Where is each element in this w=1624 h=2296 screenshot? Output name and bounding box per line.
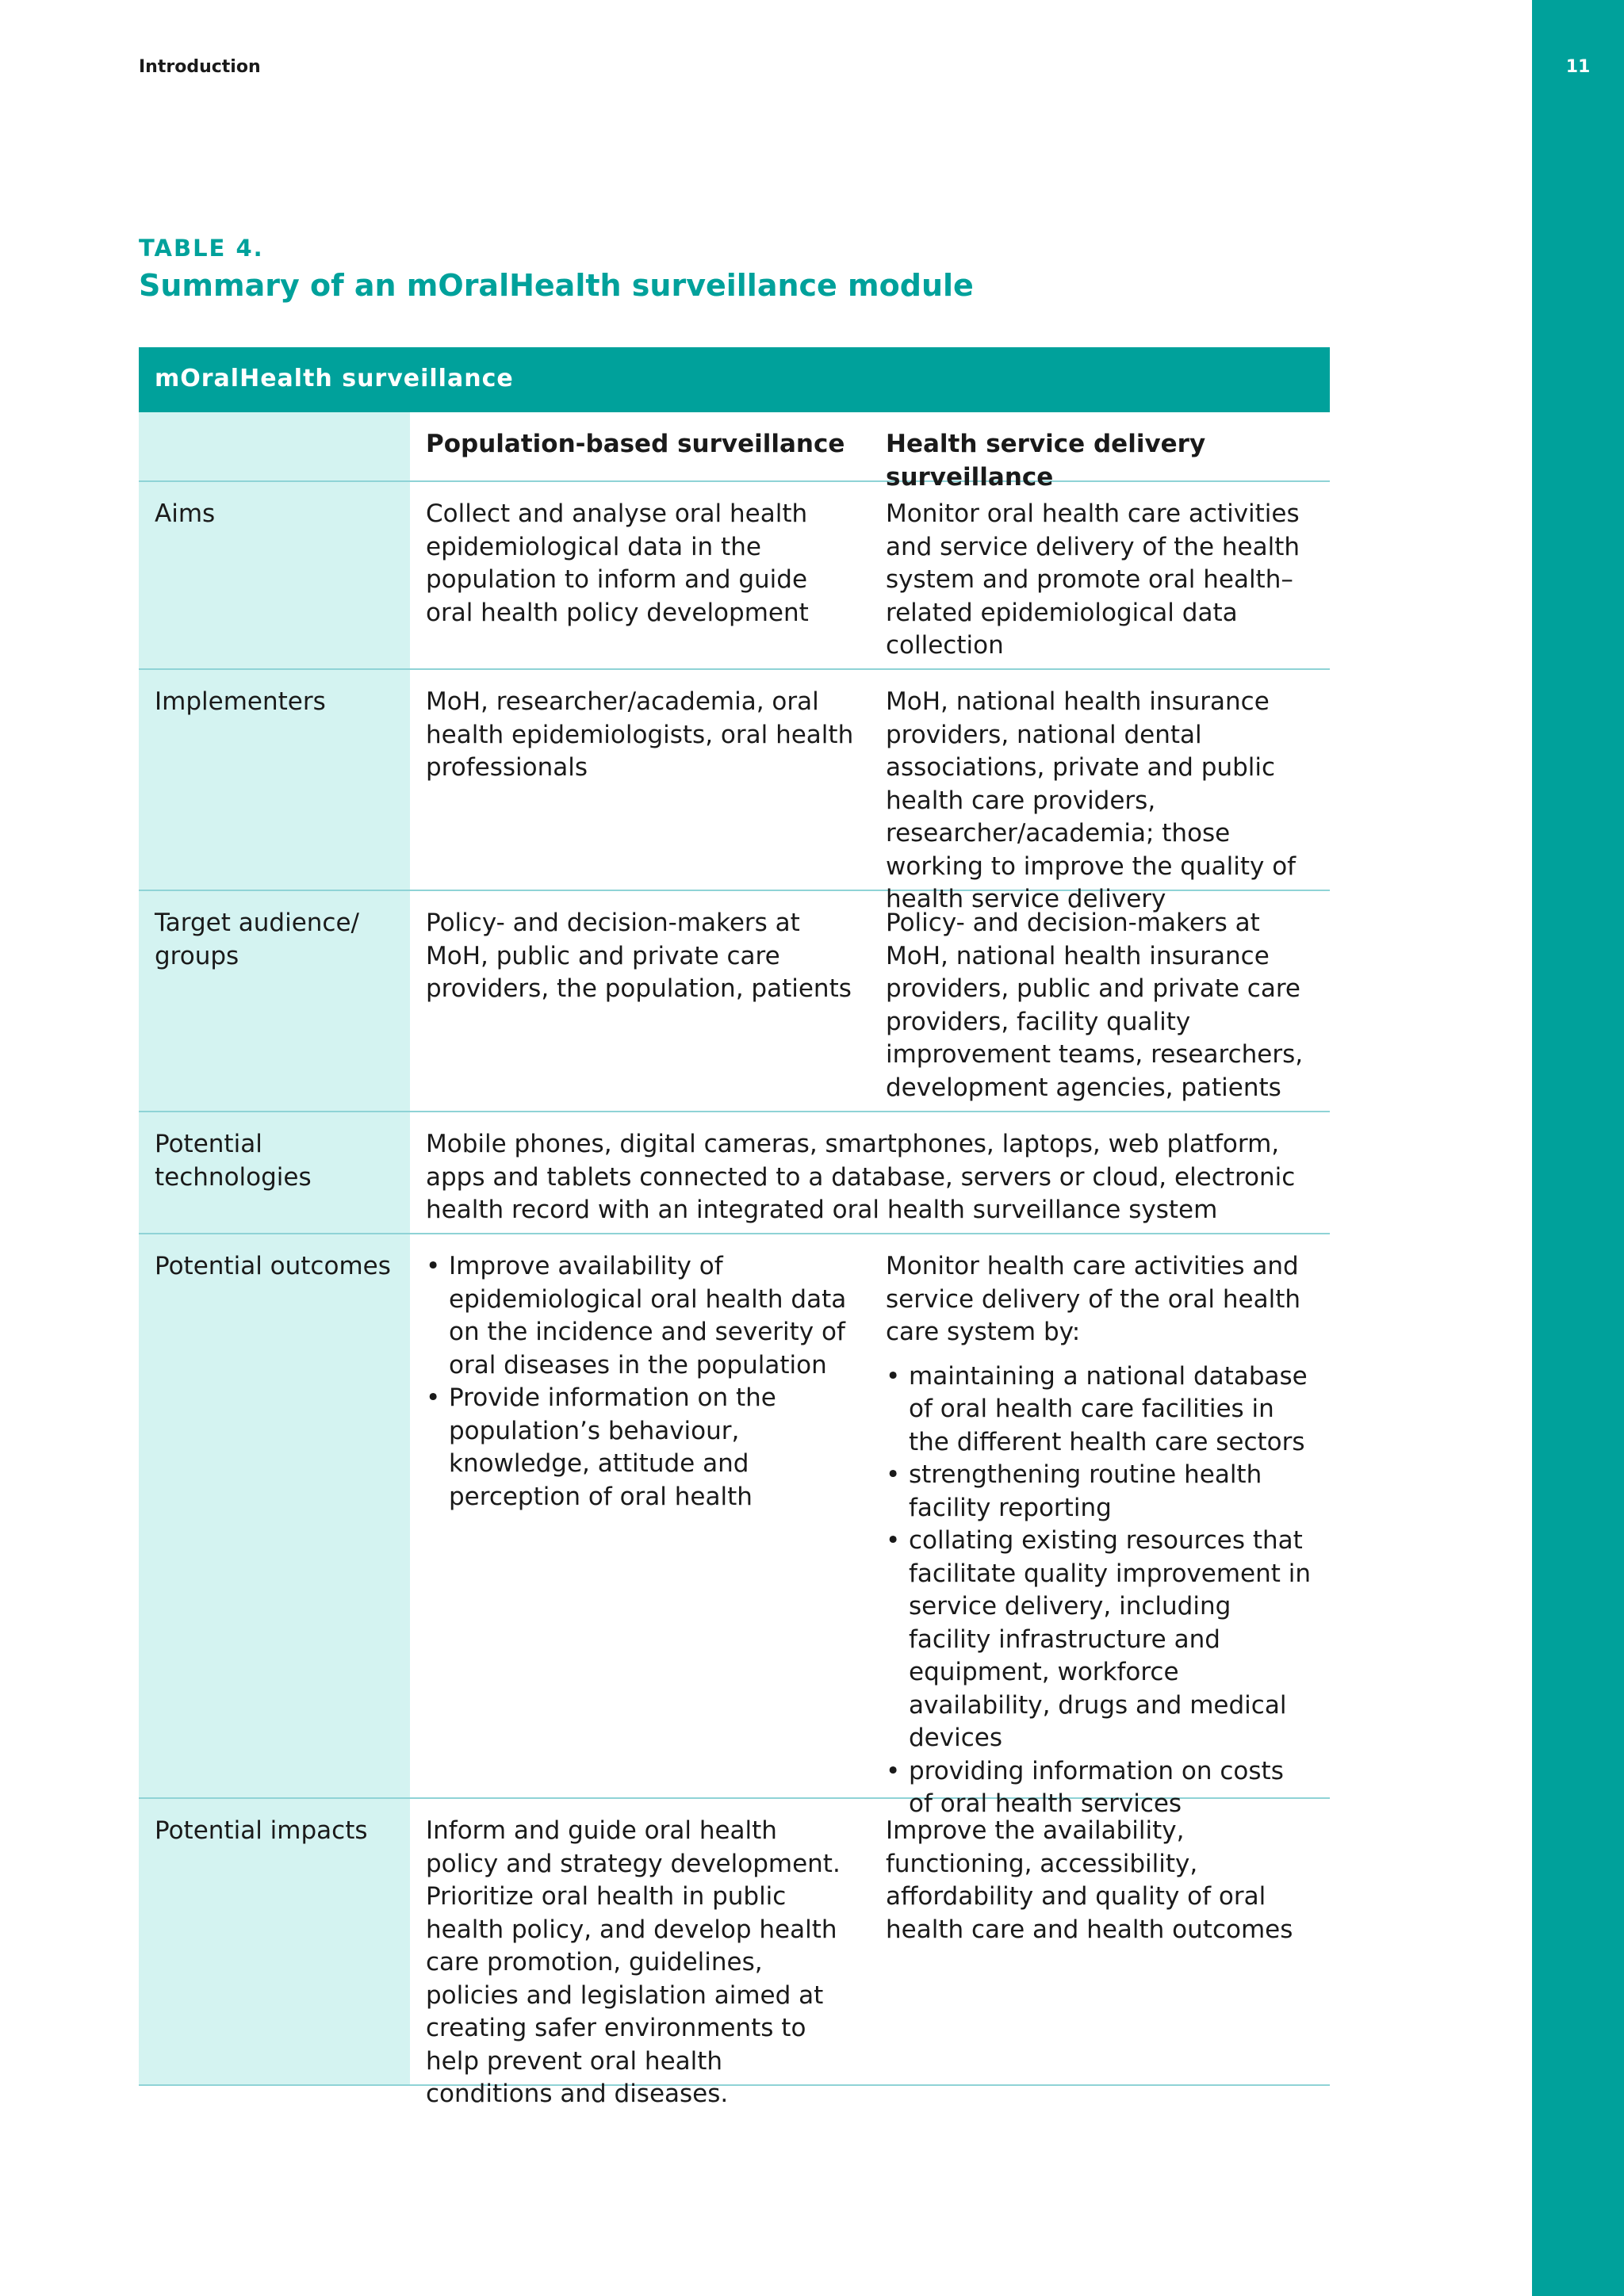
target-population: Policy- and decision-makers at MoH, public and private care providers, the population, patients [426,909,852,1003]
aims-population: Collect and analyse oral health epidemiological data in the population to inform and guide oral health policy development [426,499,809,627]
table-row-implementers [139,670,1330,913]
table-row-impacts [139,1799,1330,2108]
row-label-outcomes: Potential outcomes [139,1234,410,1797]
col-header-population: Population-based surveillance [426,430,845,458]
outcomes-population-list [426,1250,854,1513]
implementers-service: MoH, national health insurance providers, national dental associations, private and public health care providers, researcher/academia; those working to improve the quality of health service delivery [886,687,1297,913]
outcomes-service [870,1234,1330,1818]
col-header-service: Health service delivery surveillance [886,430,1206,492]
table-row-technologies [139,1112,1330,1234]
implementers-population: MoH, researcher/academia, oral health epidemiologists, oral health professionals [426,687,854,782]
list-item: • providing information on costs of oral health services [886,1755,1314,1821]
page-sidebar-band [1532,0,1624,2296]
aims-service: Monitor oral health care activities and service delivery of the health system and promote oral health–related epidemiological data collection [886,499,1300,660]
target-service: Policy- and decision-makers at MoH, national health insurance providers, public and private care providers, facility quality improvement teams, researchers, development agencies, patients [886,909,1304,1102]
outcomes-service-intro: Monitor health care activities and service delivery of the oral health care system by: [886,1252,1301,1346]
column-header-row [139,412,1330,492]
table-row-aims [139,482,1330,670]
row-label-technologies: Potential technologies [139,1112,410,1233]
table-row-outcomes [139,1234,1330,1818]
list-item: • collating existing resources that facilitate quality improvement in service delivery, including facility infrastructure and equipment, workforce availability, drugs and medical devices [886,1525,1314,1755]
table-title: Summary of an mOralHealth surveillance module [139,268,974,303]
table-label: TABLE 4. [139,235,264,262]
table-row-target-audience [139,891,1330,1112]
row-label-implementers: Implementers [139,670,410,890]
table-header-band: mOralHealth surveillance [139,347,1330,412]
outcomes-population [410,1234,870,1797]
page-number: 11 [1565,57,1591,77]
outcomes-service-list [886,1360,1314,1821]
impacts-population: Inform and guide oral health policy and strategy development. Prioritize oral health in public health policy, and develop health care promotion, guidelines, policies and legislation aimed at creating safer environments to help prevent oral health conditions and diseases. [426,1816,841,2108]
list-item: • strengthening routine health facility reporting [886,1459,1314,1525]
empty-corner-cell [139,412,410,480]
impacts-service: Improve the availability, functioning, accessibility, affordability and quality of oral health care and health outcomes [886,1816,1293,1944]
list-item: • Provide information on the population’s behaviour, knowledge, attitude and perception of oral health [426,1382,854,1513]
row-label-aims: Aims [139,482,410,668]
technologies-combined: Mobile phones, digital cameras, smartphones, laptops, web platform, apps and tablets connected to a database, servers or cloud, electronic health record with an integrated oral health surveillance system [426,1130,1296,1224]
surveillance-table [139,347,1330,2108]
row-label-impacts: Potential impacts [139,1799,410,2084]
row-label-target-audience: Target audience/ groups [139,891,410,1111]
list-item: • Improve availability of epidemiological oral health data on the incidence and severity of oral diseases in the population [426,1250,854,1382]
list-item: • maintaining a national database of oral health care facilities in the different health care sectors [886,1360,1314,1460]
running-head: Introduction [139,57,261,77]
